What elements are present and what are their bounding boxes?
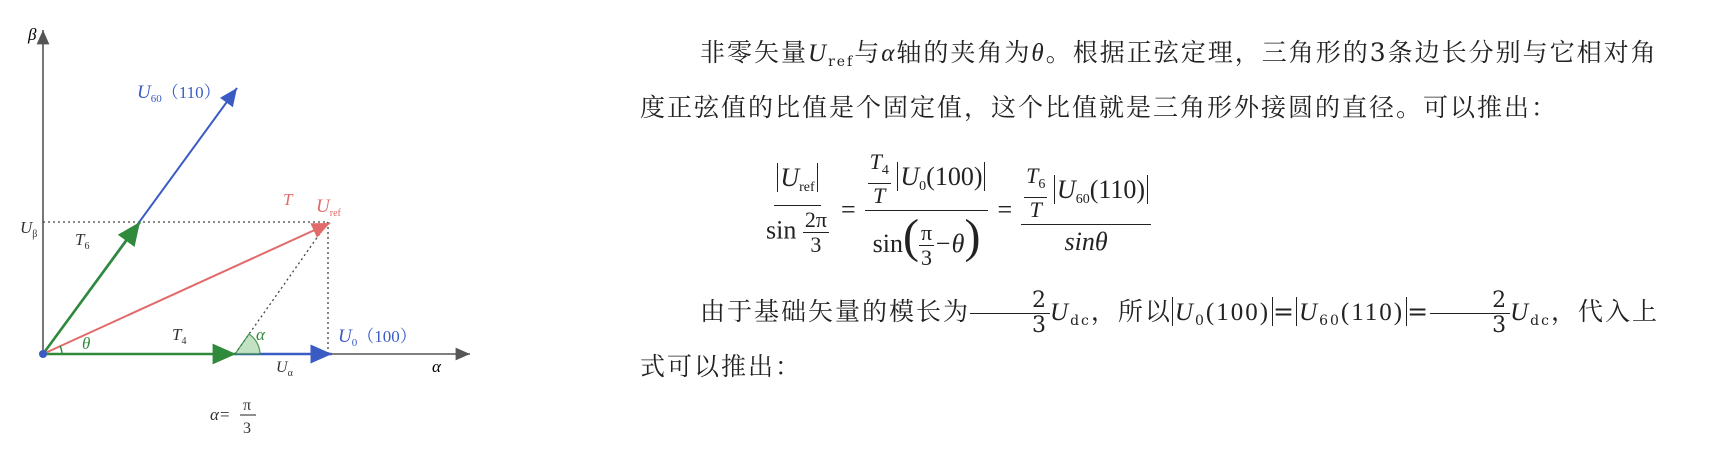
- beta-axis-label: β: [28, 25, 37, 44]
- sine-law-equation: $U_{ref}$ sin $\frac{2\pi}{3}$ = $\frac{T_4}{T}$ $U_0(100)$ sin( $\frac{\pi}{3}$ −θ) = $\frac{T_6}{T}$ $U_{60}(110)$ sinθ: [760, 135, 1660, 285]
- paragraph-2: 由于基础矢量的模长为 $\frac{2}{3}$ $U_{dc}$，所以 $U_0(100) = U_{60}(110)$ = $\frac{2}{3}$ $U_{dc}$，代入上式可以推出：: [640, 288, 1659, 381]
- t6-label: $T_6$: [75, 230, 90, 252]
- eq-term-3: $\frac{T_6}{T}$ $U_{60}(110)$ sinθ: [1021, 164, 1151, 257]
- u60-label: $U_{60}(110)$: [137, 82, 221, 105]
- eq-term-2: $\frac{T_4}{T}$ $U_0(100)$ sin( $\frac{\pi}{3}$ −θ): [865, 150, 989, 271]
- u-alpha-label: $U_\alpha$: [276, 359, 293, 379]
- two-thirds: $\frac{2}{3}$: [970, 289, 1050, 338]
- t-label: T: [283, 190, 293, 209]
- paragraph-1: 非零矢量$U_{ref}$与α轴的夹角为θ。根据正弦定理，三角形的3条边长分别与它相对角度正弦值的比值是个固定值，这个比值就是三角形外接圆的直径。可以推出：: [640, 38, 1658, 122]
- caption-lhs: α=: [210, 405, 231, 424]
- origin-point: [39, 350, 47, 358]
- space-vector-diagram: [0, 0, 520, 472]
- alpha-angle-label: α: [256, 325, 265, 344]
- eq-term-1: $U_{ref}$ sin $\frac{2\pi}{3}$: [766, 163, 827, 257]
- theta-label: θ: [82, 334, 91, 353]
- caption-num: π: [243, 397, 252, 414]
- caption-den: 3: [243, 420, 251, 437]
- u-beta-label: $U_\beta$: [20, 218, 38, 240]
- alpha-axis-label: α: [432, 357, 441, 376]
- text-column: [640, 30, 1660, 390]
- uref-label: $U_{ref}$: [316, 196, 341, 219]
- t6-vector: [43, 222, 140, 354]
- t4-label: $T_4$: [172, 325, 187, 347]
- u0-label: $U_0(100)$: [338, 326, 417, 349]
